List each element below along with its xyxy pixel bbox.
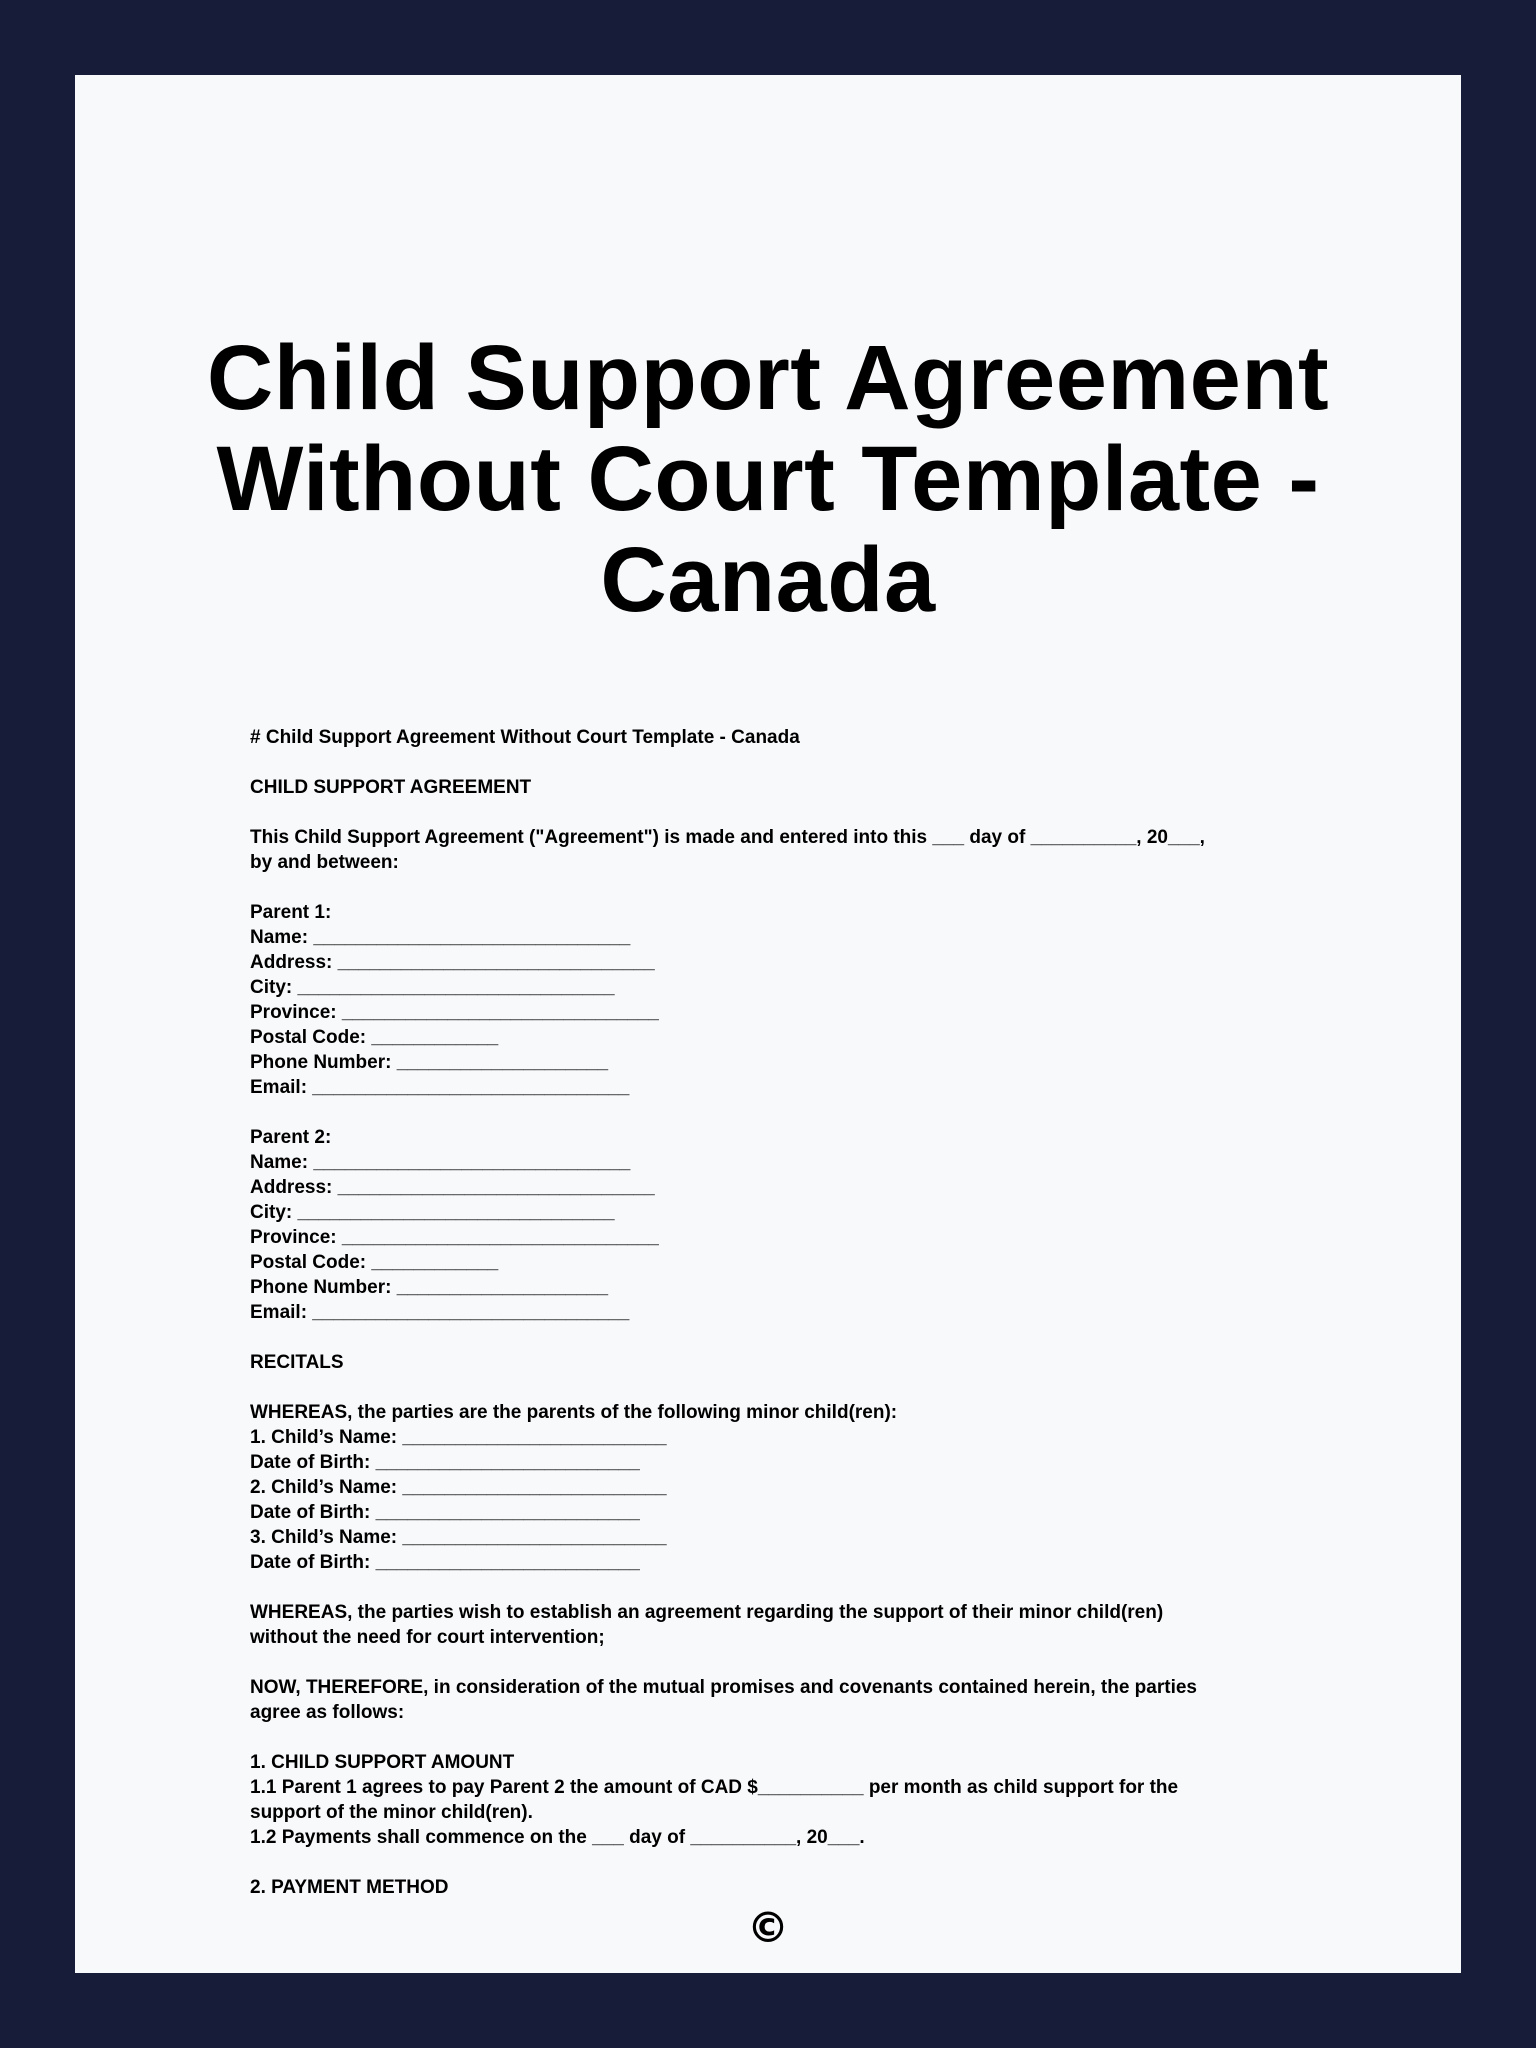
text-line: 1.2 Payments shall commence on the ___ day of __________, 20___.: [250, 1827, 865, 1848]
blank-line: [250, 750, 1360, 775]
document-page: [75, 75, 1461, 1973]
title-line-2: Without Court Template -: [216, 428, 1320, 530]
copyright-symbol: ©: [747, 1903, 789, 1952]
text-line: Parent 1:: [250, 902, 332, 923]
blank-line: [250, 1575, 1360, 1600]
title-line-3: Canada: [600, 529, 936, 631]
text-line: Phone Number: ____________________: [250, 1277, 609, 1298]
text-line: Name: ______________________________: [250, 927, 631, 948]
blank-line: [250, 1100, 1360, 1125]
text-line: 1. CHILD SUPPORT AMOUNT: [250, 1752, 515, 1773]
text-line: RECITALS: [250, 1352, 344, 1373]
text-line: Province: ______________________________: [250, 1227, 659, 1248]
blank-line: [250, 1650, 1360, 1675]
text-line: Postal Code: ____________: [250, 1252, 499, 1273]
text-line: Email: ______________________________: [250, 1077, 630, 1098]
text-line: Province: ______________________________: [250, 1002, 659, 1023]
text-line: City: ______________________________: [250, 1202, 615, 1223]
text-line: This Child Support Agreement ("Agreement") is made and entered into this ___ day of __________, 20___,: [250, 827, 1205, 848]
text-line: Name: ______________________________: [250, 1152, 631, 1173]
blank-line: [250, 800, 1360, 825]
text-line: 3. Child’s Name: _________________________: [250, 1527, 667, 1548]
text-line: Date of Birth: _________________________: [250, 1552, 640, 1573]
title-line-1: Child Support Agreement: [206, 327, 1330, 429]
text-line: Email: ______________________________: [250, 1302, 630, 1323]
text-line: NOW, THEREFORE, in consideration of the mutual promises and covenants contained herein, the parties: [250, 1677, 1197, 1698]
text-line: Address: ______________________________: [250, 1177, 655, 1198]
text-line: Address: ______________________________: [250, 952, 655, 973]
text-line: 1.1 Parent 1 agrees to pay Parent 2 the amount of CAD $__________ per month as child support for the: [250, 1777, 1179, 1798]
text-line: WHEREAS, the parties wish to establish an agreement regarding the support of their minor child(ren): [250, 1602, 1164, 1623]
text-line: 2. PAYMENT METHOD: [250, 1877, 449, 1898]
text-line: Postal Code: ____________: [250, 1027, 499, 1048]
text-line: CHILD SUPPORT AGREEMENT: [250, 777, 532, 798]
blank-line: [250, 1375, 1360, 1400]
blank-line: [250, 875, 1360, 900]
text-line: WHEREAS, the parties are the parents of the following minor child(ren):: [250, 1402, 898, 1423]
text-line: support of the minor child(ren).: [250, 1802, 533, 1823]
text-line: Date of Birth: _________________________: [250, 1452, 640, 1473]
text-line: 2. Child’s Name: _________________________: [250, 1477, 667, 1498]
text-line: Date of Birth: _________________________: [250, 1502, 640, 1523]
text-line: City: ______________________________: [250, 977, 615, 998]
text-line: # Child Support Agreement Without Court Template - Canada: [250, 727, 800, 748]
blank-line: [250, 1850, 1360, 1875]
text-line: 1. Child’s Name: _________________________: [250, 1427, 667, 1448]
text-line: Phone Number: ____________________: [250, 1052, 609, 1073]
text-line: by and between:: [250, 852, 399, 873]
blank-line: [250, 1325, 1360, 1350]
text-line: agree as follows:: [250, 1702, 405, 1723]
text-line: without the need for court intervention;: [250, 1627, 605, 1648]
text-line: Parent 2:: [250, 1127, 332, 1148]
blank-line: [250, 1725, 1360, 1750]
document-title: [75, 328, 1461, 631]
document-body: [250, 725, 1360, 1900]
